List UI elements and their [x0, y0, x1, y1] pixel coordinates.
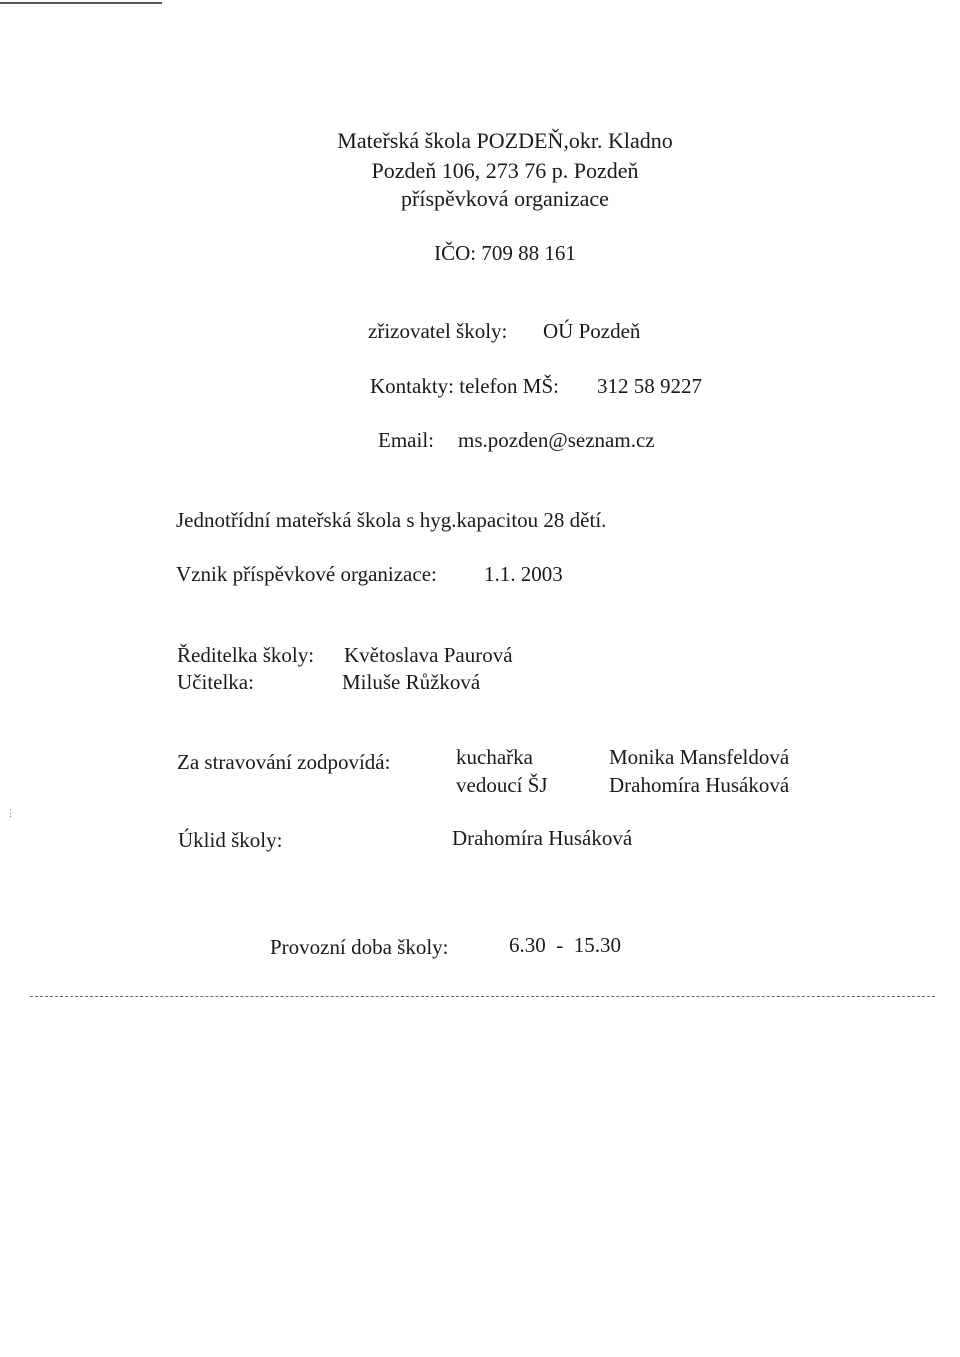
founder-label: zřizovatel školy:	[368, 319, 508, 343]
staff-name-director: Květoslava Paurová	[344, 643, 513, 667]
school-name: Mateřská škola POZDEŇ,okr. Kladno	[337, 128, 673, 153]
school-address: Pozdeň 106, 273 76 p. Pozdeň	[371, 158, 639, 183]
contacts-label: Kontakty: telefon MŠ:	[370, 374, 559, 398]
founded-label: Vznik příspěvkové organizace:	[176, 562, 437, 586]
email-label: Email:	[378, 428, 434, 452]
founded-date: 1.1. 2003	[484, 562, 563, 586]
catering-label: Za stravování zodpovídá:	[177, 750, 391, 774]
hours-value: 6.30 - 15.30	[509, 933, 621, 957]
catering-role-cook: kuchařka	[456, 745, 533, 769]
cleaning-label: Úklid školy:	[178, 828, 283, 852]
catering-role-manager: vedoucí ŠJ	[456, 773, 548, 797]
staff-role-teacher: Učitelka:	[177, 670, 254, 694]
scan-edge-line	[0, 2, 162, 4]
catering-name-manager: Drahomíra Husáková	[609, 773, 790, 797]
ico-number: IČO: 709 88 161	[434, 241, 576, 265]
staff-name-teacher: Miluše Růžková	[342, 670, 481, 694]
margin-mark: ⋮	[6, 808, 15, 818]
capacity-text: Jednotřídní mateřská škola s hyg.kapacitou 28 dětí.	[176, 508, 607, 532]
organization-type: příspěvková organizace	[401, 186, 609, 211]
cleaning-name: Drahomíra Husáková	[452, 826, 633, 850]
contact-email: ms.pozden@seznam.cz	[458, 428, 655, 452]
bottom-rule	[30, 996, 935, 997]
staff-role-director: Ředitelka školy:	[177, 643, 315, 667]
founder-value: OÚ Pozdeň	[543, 319, 641, 343]
catering-name-cook: Monika Mansfeldová	[609, 745, 790, 769]
hours-label: Provozní doba školy:	[270, 935, 449, 959]
contact-phone: 312 58 9227	[597, 374, 702, 398]
